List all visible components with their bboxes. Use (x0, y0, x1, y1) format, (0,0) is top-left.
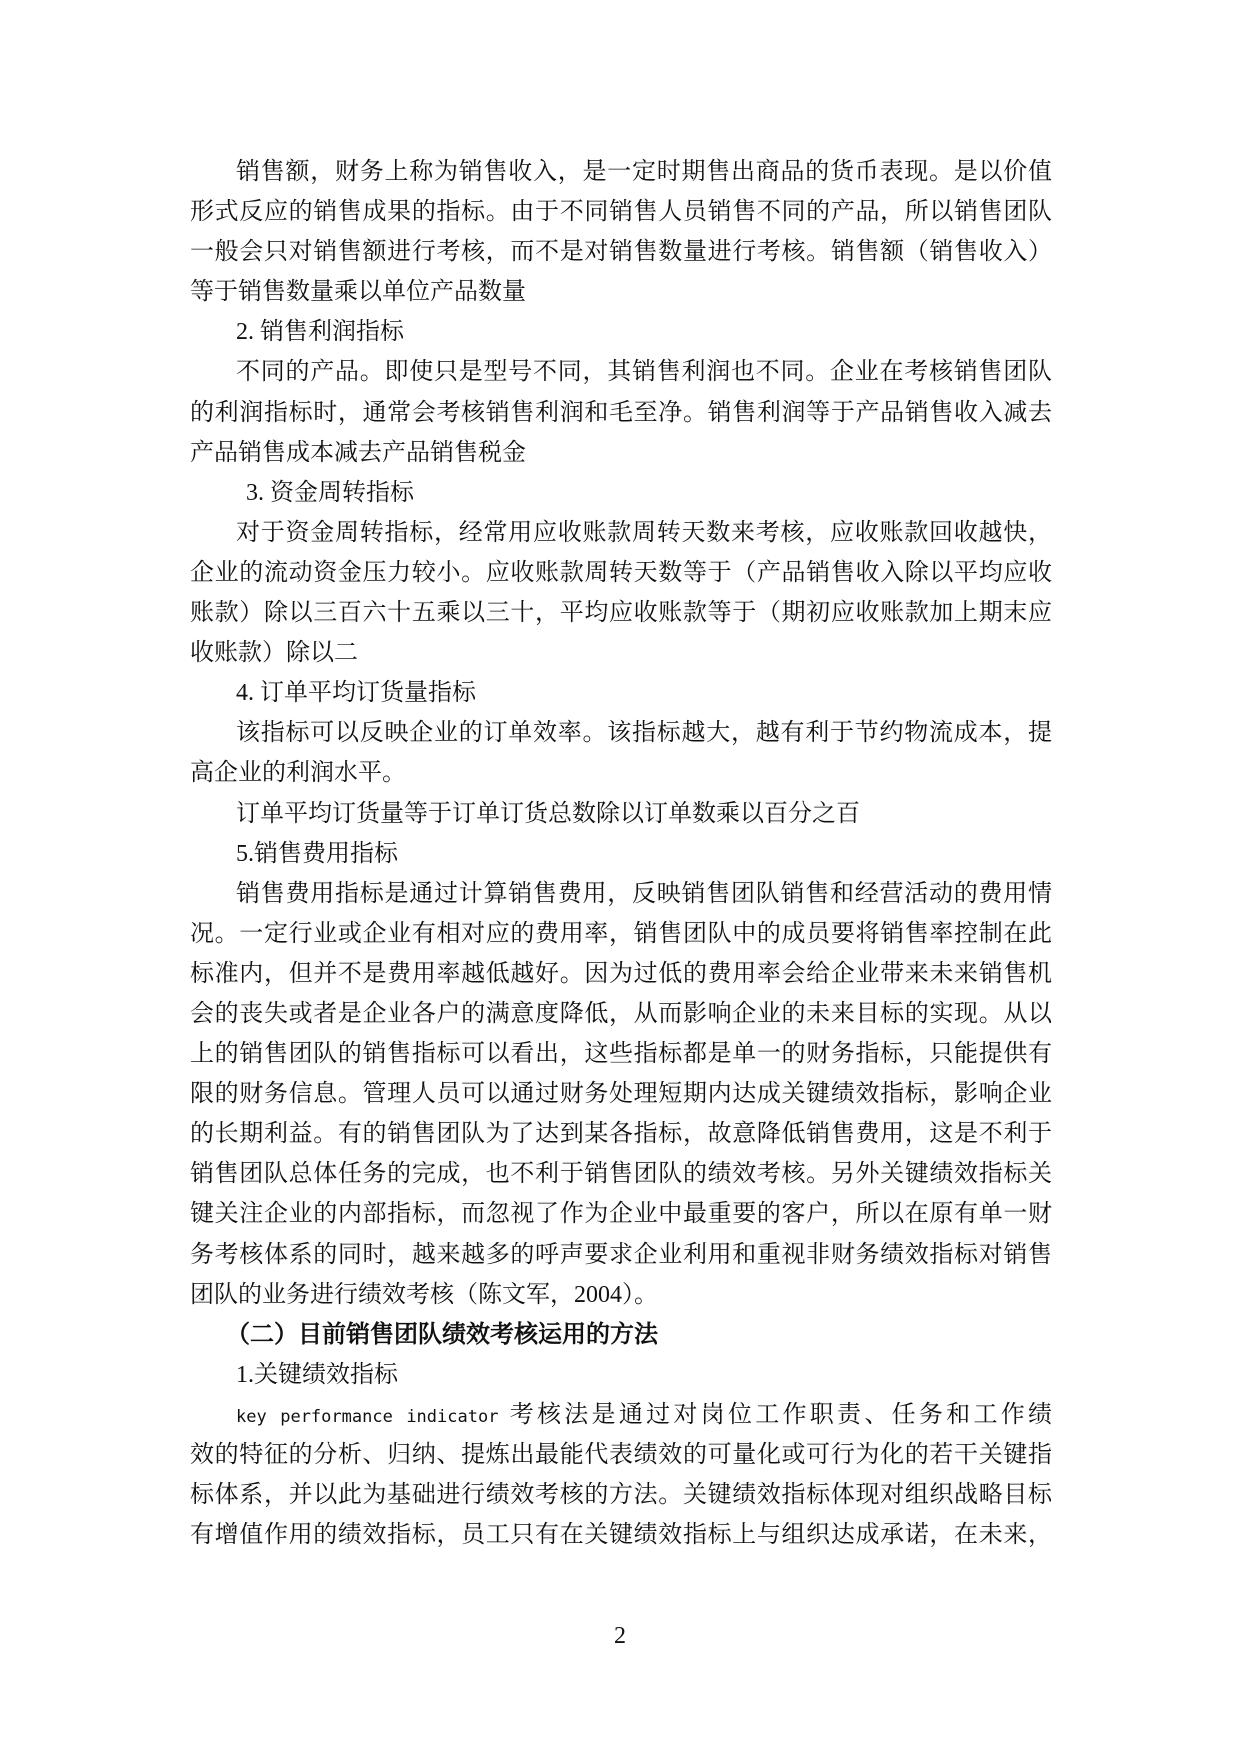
page-number: 2 (614, 1623, 626, 1649)
subheading: 4. 订单平均订货量指标 (236, 680, 476, 707)
paragraph-line: 对于资金周转指标，经常用应收账款周转天数来考核，应收账款回收越快， (236, 519, 1052, 546)
paragraph-line: 该指标可以反映企业的订单效率。该指标越大，越有利于节约物流成本，提 (236, 720, 1052, 747)
paragraph (190, 513, 1052, 673)
subheading: 3. 资金周转指标 (246, 479, 414, 506)
paragraph-line: 销售额，财务上称为销售收入，是一定时期售出商品的货币表现。是以价值 (236, 159, 1052, 185)
paragraph-line: 务考核体系的同时，越来越多的呼声要求企业利用和重视非财务绩效指标对销售 (190, 1241, 1052, 1268)
paragraph (190, 152, 1052, 312)
paragraph-line: 不同的产品。即使只是型号不同，其销售利润也不同。企业在考核销售团队 (236, 359, 1052, 386)
paragraph (190, 794, 1052, 834)
paragraph-line: 形式反应的销售成果的指标。由于不同销售人员销售不同的产品，所以销售团队 (190, 199, 1052, 226)
paragraph-line: 高企业的利润水平。 (190, 760, 406, 787)
paragraph (190, 874, 1052, 1315)
section-heading: （二）目前销售团队绩效考核运用的方法 (226, 1320, 658, 1348)
paragraph-line: 团队的业务进行绩效考核（陈文军，2004）。 (190, 1281, 658, 1308)
subheading: 1.关键绩效指标 (236, 1361, 398, 1388)
paragraph-line: 销售团队总体任务的完成，也不利于销售团队的绩效考核。另外关键绩效指标关 (190, 1161, 1052, 1188)
paragraph-line-text: 考核法是通过对岗位工作职责、任务和工作绩 (509, 1401, 1053, 1428)
paragraph-line: 的利润指标时，通常会考核销售利润和毛至净。销售利润等于产品销售收入减去 (190, 399, 1052, 426)
subheading: 2. 销售利润指标 (236, 319, 404, 346)
paragraph-line: 等于销售数量乘以单位产品数量 (190, 279, 526, 306)
paragraph-line: 企业的流动资金压力较小。应收账款周转天数等于（产品销售收入除以平均应收 (190, 559, 1052, 586)
paragraph-line: 收账款）除以二 (190, 640, 358, 667)
paragraph-line: 账款）除以三百六十五乘以三十，平均应收账款等于（期初应收账款加上期末应 (190, 600, 1052, 627)
paragraph-line: 限的财务信息。管理人员可以通过财务处理短期内达成关键绩效指标，影响企业 (190, 1081, 1052, 1108)
paragraph-line: 上的销售团队的销售指标可以看出，这些指标都是单一的财务指标，只能提供有 (190, 1041, 1052, 1068)
paragraph-line: 况。一定行业或企业有相对应的费用率，销售团队中的成员要将销售率控制在此 (190, 920, 1052, 947)
paragraph-line: 订单平均订货量等于订单订货总数除以订单数乘以百分之百 (236, 800, 860, 827)
subheading: 5.销售费用指标 (236, 840, 398, 867)
paragraph-line: 会的丧失或者是企业各户的满意度降低，从而影响企业的未来目标的实现。从以 (190, 1000, 1052, 1027)
paragraph-line: 的长期利益。有的销售团队为了达到某各指标，故意降低销售费用，这是不利于 (190, 1121, 1052, 1148)
paragraph-line: 键关注企业的内部指标，而忽视了作为企业中最重要的客户，所以在原有单一财 (190, 1201, 1052, 1228)
paragraph-line: 产品销售成本减去产品销售税金 (190, 439, 526, 466)
paragraph-line: 标准内，但并不是费用率越低越好。因为过低的费用率会给企业带来未来销售机 (190, 960, 1052, 987)
paragraph-line: 销售费用指标是通过计算销售费用，反映销售团队销售和经营活动的费用情 (236, 880, 1052, 907)
lead-term: key performance indicator (236, 1406, 499, 1427)
paragraph (190, 352, 1052, 472)
paragraph-line (190, 1395, 1052, 1435)
document-body (190, 152, 1052, 1555)
paragraph-line: 效的特征的分析、归纳、提炼出最能代表绩效的可量化或可行为化的若干关键指 (190, 1442, 1052, 1468)
paragraph-line: 标体系，并以此为基础进行绩效考核的方法。关键绩效指标体现对组织战略目标 (190, 1482, 1052, 1509)
paragraph-line: 有增值作用的绩效指标，员工只有在关键绩效指标上与组织达成承诺，在未来， (190, 1522, 1052, 1549)
paragraph (190, 713, 1052, 793)
paragraph-line: 一般会只对销售额进行考核，而不是对销售数量进行考核。销售额（销售收入） (190, 239, 1052, 266)
paragraph (190, 1395, 1052, 1555)
